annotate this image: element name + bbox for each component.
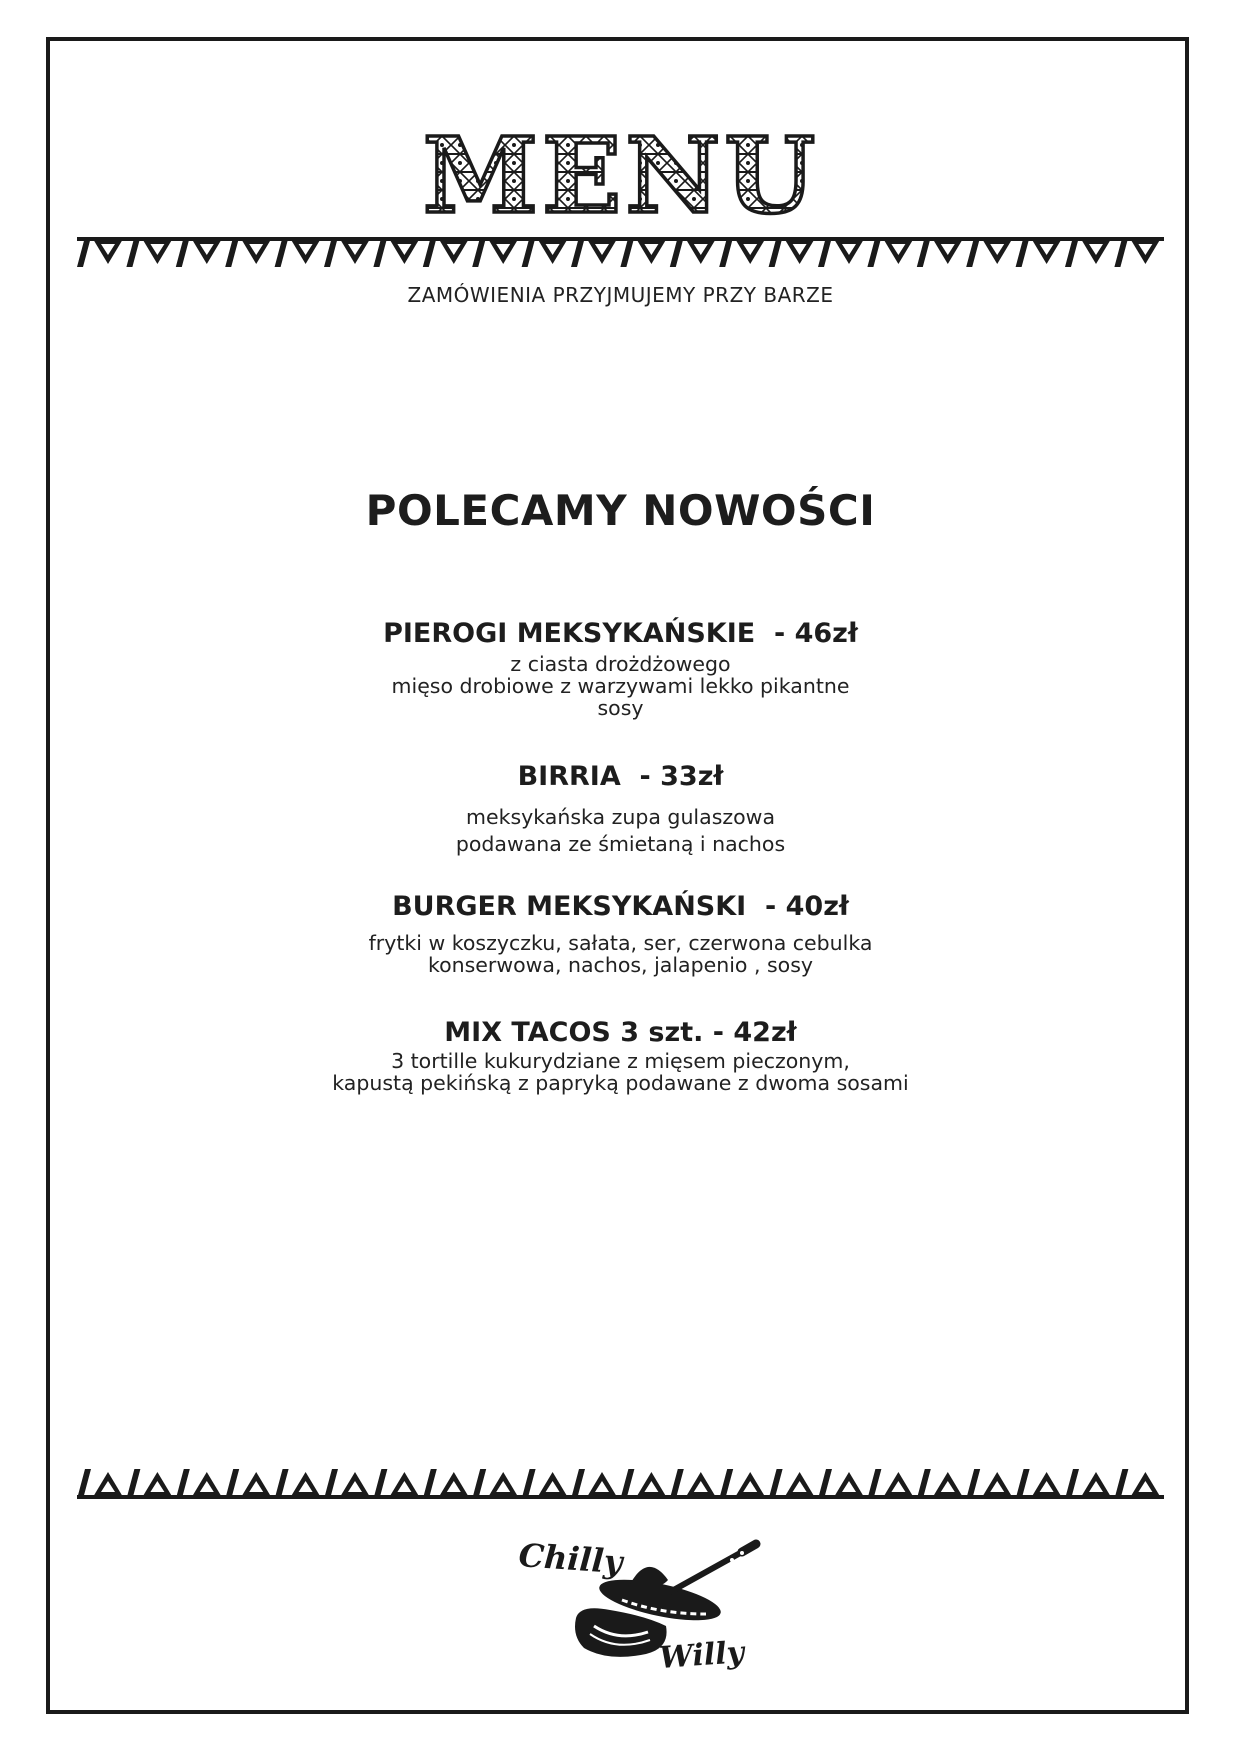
menu-title (422, 114, 819, 237)
menu-item-description (0, 653, 1241, 719)
border-stripe (818, 237, 832, 267)
border-stripe (1065, 1469, 1079, 1499)
border-stripe (966, 237, 980, 267)
menu-item-title: BIRRIA - 33zł (517, 761, 724, 792)
border-stripe (571, 237, 585, 267)
decorative-border-bottom (77, 1469, 1164, 1499)
border-stripe (670, 237, 684, 267)
border-stripe (917, 1469, 931, 1499)
menu-title-text: MENU (422, 114, 819, 237)
border-stripe (1114, 1469, 1128, 1499)
border-stripe (324, 237, 338, 267)
description-line: konserwowa, nachos, jalapenio , sosy (427, 953, 814, 977)
decorative-border-top (77, 237, 1164, 267)
border-stripe (423, 237, 437, 267)
sombrero-crown-icon (630, 1567, 668, 1587)
border-stripe (769, 1469, 783, 1499)
border-stripe (620, 1469, 634, 1499)
border-stripe (1016, 237, 1030, 267)
border-stripe (373, 237, 387, 267)
border-stripe (77, 1469, 91, 1499)
order-info-subtitle: ZAMÓWIENIA PRZYJMUJEMY PRZY BARZE (407, 283, 834, 307)
border-stripe (472, 1469, 486, 1499)
border-stripe (522, 1469, 536, 1499)
description-line: sosy (597, 696, 644, 720)
menu-item-description (0, 1050, 1241, 1094)
description-line: podawana ze śmietaną i nachos (455, 832, 786, 856)
border-stripe (719, 237, 733, 267)
border-stripe (571, 1469, 585, 1499)
border-stripe (1065, 237, 1079, 267)
menu-item (0, 618, 1241, 719)
character-body-icon (575, 1608, 667, 1657)
section-heading: POLECAMY NOWOŚCI (365, 486, 876, 535)
chilly-willy-logo (510, 1522, 770, 1676)
description-line: z ciasta drożdżowego (510, 652, 731, 676)
description-line: kapustą pekińską z papryką podawane z dwoma sosami (332, 1071, 909, 1095)
description-line: frytki w koszyczku, sałata, ser, czerwona cebulka (368, 931, 873, 955)
border-stripe (1016, 1469, 1030, 1499)
border-stripe (867, 237, 881, 267)
border-stripe (225, 237, 239, 267)
border-stripe (522, 237, 536, 267)
menu-item-title: BURGER MEKSYKAŃSKI - 40zł (392, 891, 849, 922)
logo-text-chilly: Chilly (517, 1536, 624, 1582)
border-stripe (176, 237, 190, 267)
border-stripe (373, 1469, 387, 1499)
description-line: 3 tortille kukurydziane z mięsem pieczonym, (391, 1049, 850, 1073)
border-stripe (867, 1469, 881, 1499)
border-stripe (176, 1469, 190, 1499)
menu-item (0, 1017, 1241, 1094)
border-stripe (275, 1469, 289, 1499)
menu-item-description (0, 804, 1241, 858)
menu-item-title: MIX TACOS 3 szt. - 42zł (444, 1017, 797, 1048)
border-stripe (670, 1469, 684, 1499)
border-stripe (77, 237, 91, 267)
border-stripe (472, 237, 486, 267)
menu-item (0, 891, 1241, 976)
border-stripe (719, 1469, 733, 1499)
guitar-icon (670, 1544, 756, 1592)
menu-item-description (0, 932, 1241, 976)
border-stripe (275, 237, 289, 267)
border-stripe (769, 237, 783, 267)
border-stripe (966, 1469, 980, 1499)
border-stripe (126, 1469, 140, 1499)
border-stripe (1114, 237, 1128, 267)
border-stripe (423, 1469, 437, 1499)
border-stripe (917, 237, 931, 267)
description-line: mięso drobiowe z warzywami lekko pikantne (391, 674, 850, 698)
menu-item (0, 761, 1241, 858)
menu-title-block (0, 114, 1241, 237)
menu-item-title: PIEROGI MEKSYKAŃSKIE - 46zł (383, 618, 858, 649)
logo-text-willy: Willy (658, 1635, 746, 1676)
border-stripe (225, 1469, 239, 1499)
border-stripe (126, 237, 140, 267)
border-stripe (620, 237, 634, 267)
border-stripe (818, 1469, 832, 1499)
description-line: meksykańska zupa gulaszowa (465, 805, 776, 829)
border-stripe (324, 1469, 338, 1499)
